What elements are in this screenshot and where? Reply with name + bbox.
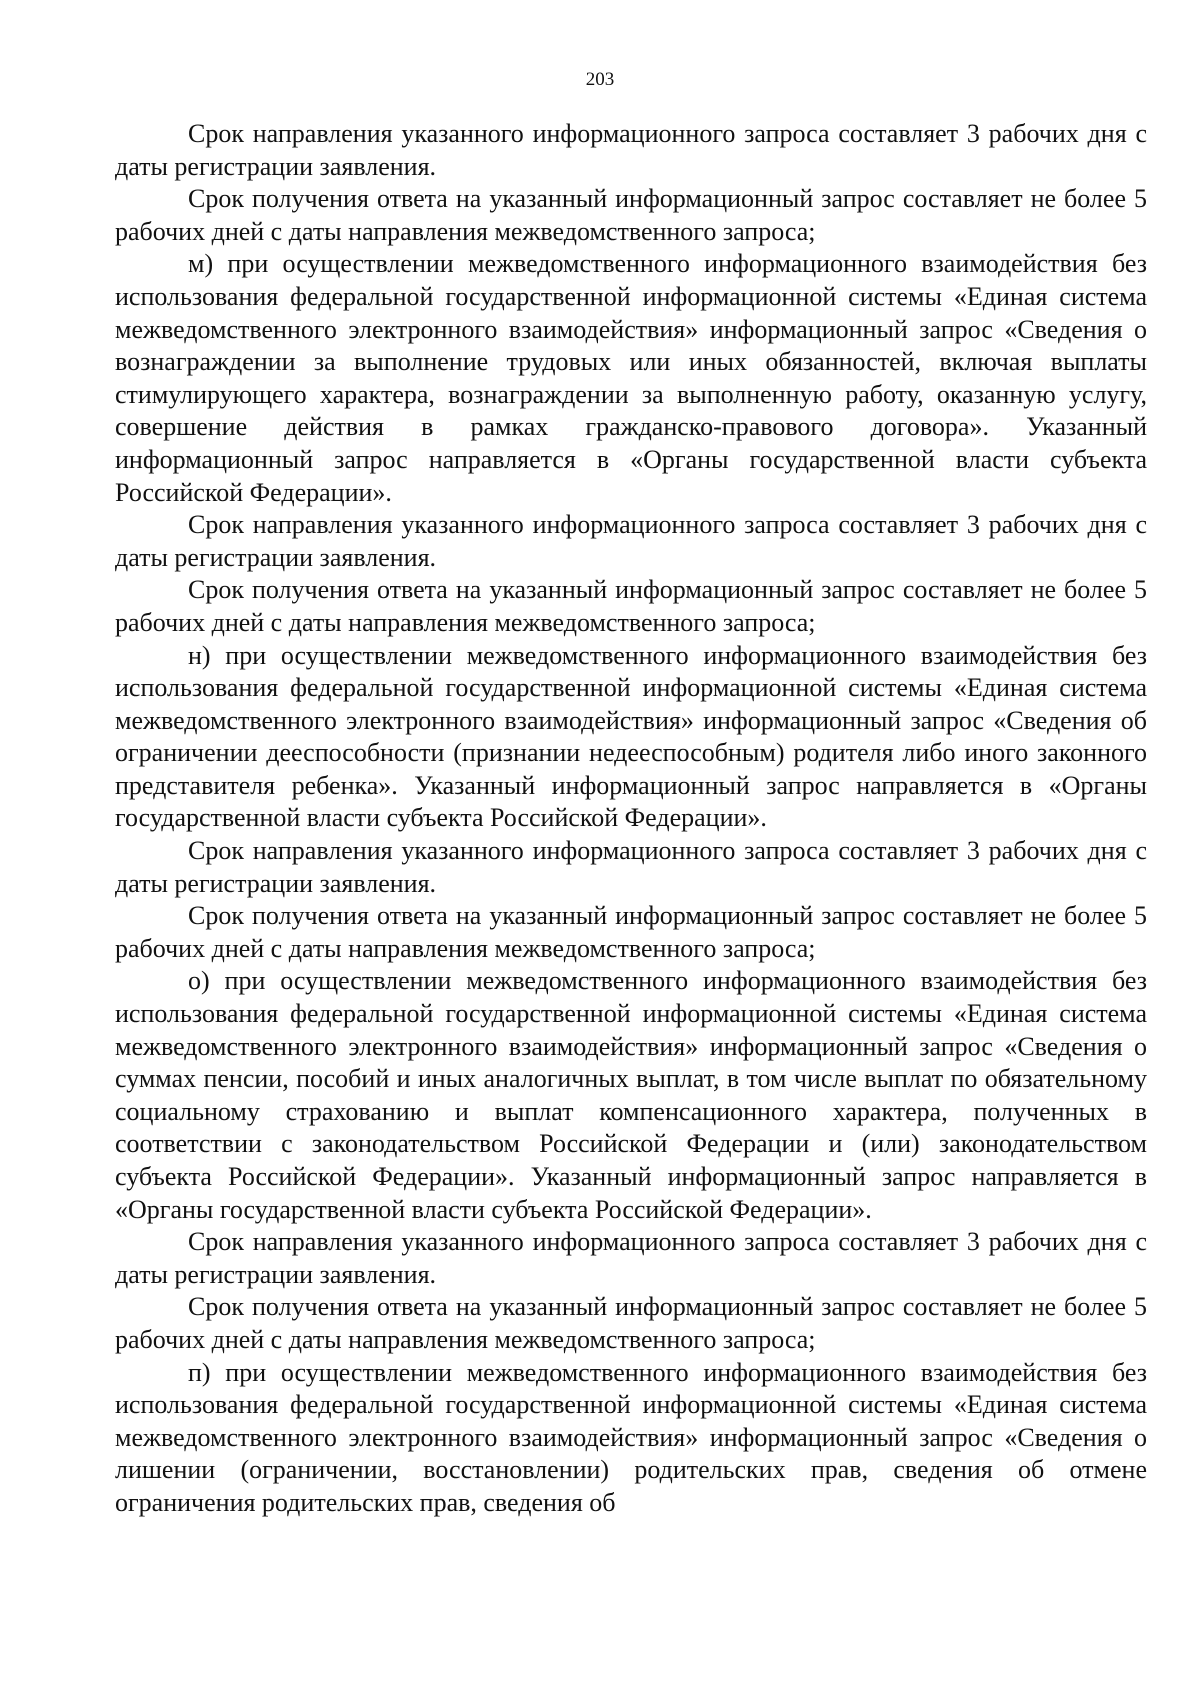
paragraph-request-deadline: Срок направления указанного информационного запроса составляет 3 рабочих дня с даты регистрации заявления. [115,119,1147,181]
paragraph-item-p: п) при осуществлении межведомственного информационного взаимодействия без использования федеральной государственной информационной системы «Единая система межведомственного электронного взаимодействия» информационный запрос «Сведения о лишении (ограничении, восстановлении) родительских прав, сведения об отмене ограничения родительских прав, сведения об [115,1357,1147,1517]
paragraph-response-deadline: Срок получения ответа на указанный информационный запрос составляет не более 5 рабочих дней с даты направления межведомственного запроса; [115,1292,1147,1354]
paragraph-request-deadline: Срок направления указанного информационного запроса составляет 3 рабочих дня с даты регистрации заявления. [115,836,1147,898]
paragraph-response-deadline: Срок получения ответа на указанный информационный запрос составляет не более 5 рабочих дней с даты направления межведомственного запроса; [115,575,1147,637]
paragraph-item-o: о) при осуществлении межведомственного информационного взаимодействия без использования федеральной государственной информационной системы «Единая система межведомственного электронного взаимодействия» информационный запрос «Сведения о суммах пенсии, пособий и иных аналогичных выплат, в том числе выплат по обязательному социальному страхованию и выплат компенсационного характера, полученных в соответствии с законодательством Российской Федерации и (или) законодательством субъекта Российской Федерации». Указанный информационный запрос направляется в «Органы государственной власти субъекта Российской Федерации». [115,966,1147,1224]
page-number: 203 [585,69,615,90]
paragraph-request-deadline: Срок направления указанного информационного запроса составляет 3 рабочих дня с даты регистрации заявления. [115,510,1147,572]
paragraph-response-deadline: Срок получения ответа на указанный информационный запрос составляет не более 5 рабочих дней с даты направления межведомственного запроса; [115,184,1147,246]
paragraph-response-deadline: Срок получения ответа на указанный информационный запрос составляет не более 5 рабочих дней с даты направления межведомственного запроса; [115,901,1147,963]
document-body [115,118,1147,1520]
paragraph-item-n: н) при осуществлении межведомственного информационного взаимодействия без использования федеральной государственной информационной системы «Единая система межведомственного электронного взаимодействия» информационный запрос «Сведения об ограничении дееспособности (признании недееспособным) родителя либо иного законного представителя ребенка». Указанный информационный запрос направляется в «Органы государственной власти субъекта Российской Федерации». [115,640,1147,833]
paragraph-item-m: м) при осуществлении межведомственного информационного взаимодействия без использования федеральной государственной информационной системы «Единая система межведомственного электронного взаимодействия» информационный запрос «Сведения о вознаграждении за выполнение трудовых или иных обязанностей, включая выплаты стимулирующего характера, вознаграждении за выполненную работу, оказанную услугу, совершение действия в рамках гражданско-правового договора». Указанный информационный запрос направляется в «Органы государственной власти субъекта Российской Федерации». [115,249,1147,507]
paragraph-request-deadline: Срок направления указанного информационного запроса составляет 3 рабочих дня с даты регистрации заявления. [115,1227,1147,1289]
